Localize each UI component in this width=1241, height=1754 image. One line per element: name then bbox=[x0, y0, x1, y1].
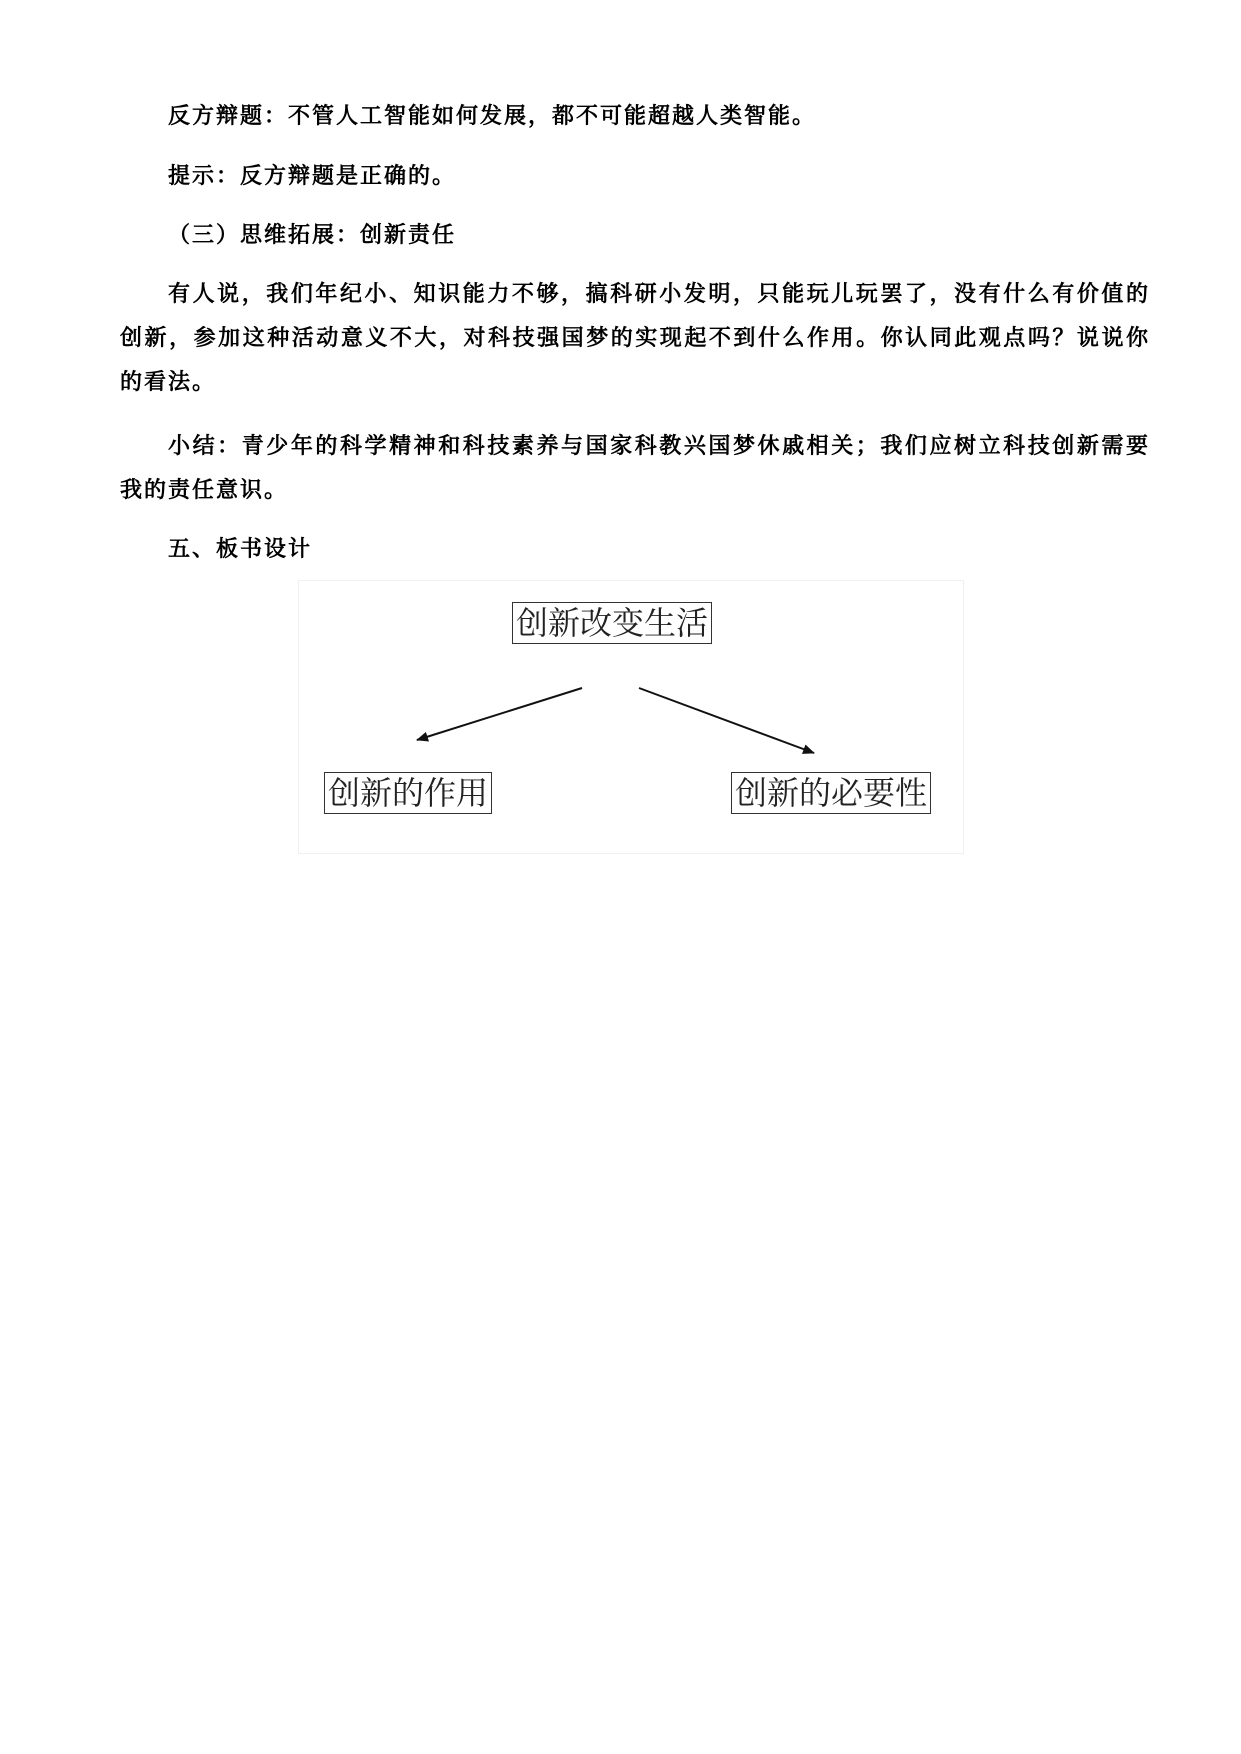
paragraph-summary: 小结：青少年的科学精神和科技素养与国家科教兴国梦休戚相关；我们应树立科技创新需要我的责任意识。 bbox=[120, 433, 1150, 503]
section-heading-board-design: 五、板书设计 bbox=[168, 536, 313, 562]
board-node-left: 创新的作用 bbox=[324, 772, 492, 814]
arrow-left bbox=[417, 688, 582, 740]
paragraph-hint: 提示：反方辩题是正确的。 bbox=[168, 163, 457, 189]
board-node-top: 创新改变生活 bbox=[512, 602, 712, 644]
section-heading-thinking-expansion: （三）思维拓展：创新责任 bbox=[168, 222, 457, 248]
paragraph-opposing-debate: 反方辩题：不管人工智能如何发展，都不可能超越人类智能。 bbox=[168, 103, 817, 129]
board-node-right: 创新的必要性 bbox=[731, 772, 931, 814]
arrow-right bbox=[639, 688, 814, 753]
paragraph-discussion-question: 有人说，我们年纪小、知识能力不够，搞科研小发明，只能玩儿玩罢了，没有什么有价值的创新，参加这种活动意义不大，对科技强国梦的实现起不到什么作用。你认同此观点吗？说说你的看法。 bbox=[120, 281, 1150, 395]
board-design-diagram bbox=[298, 580, 964, 854]
